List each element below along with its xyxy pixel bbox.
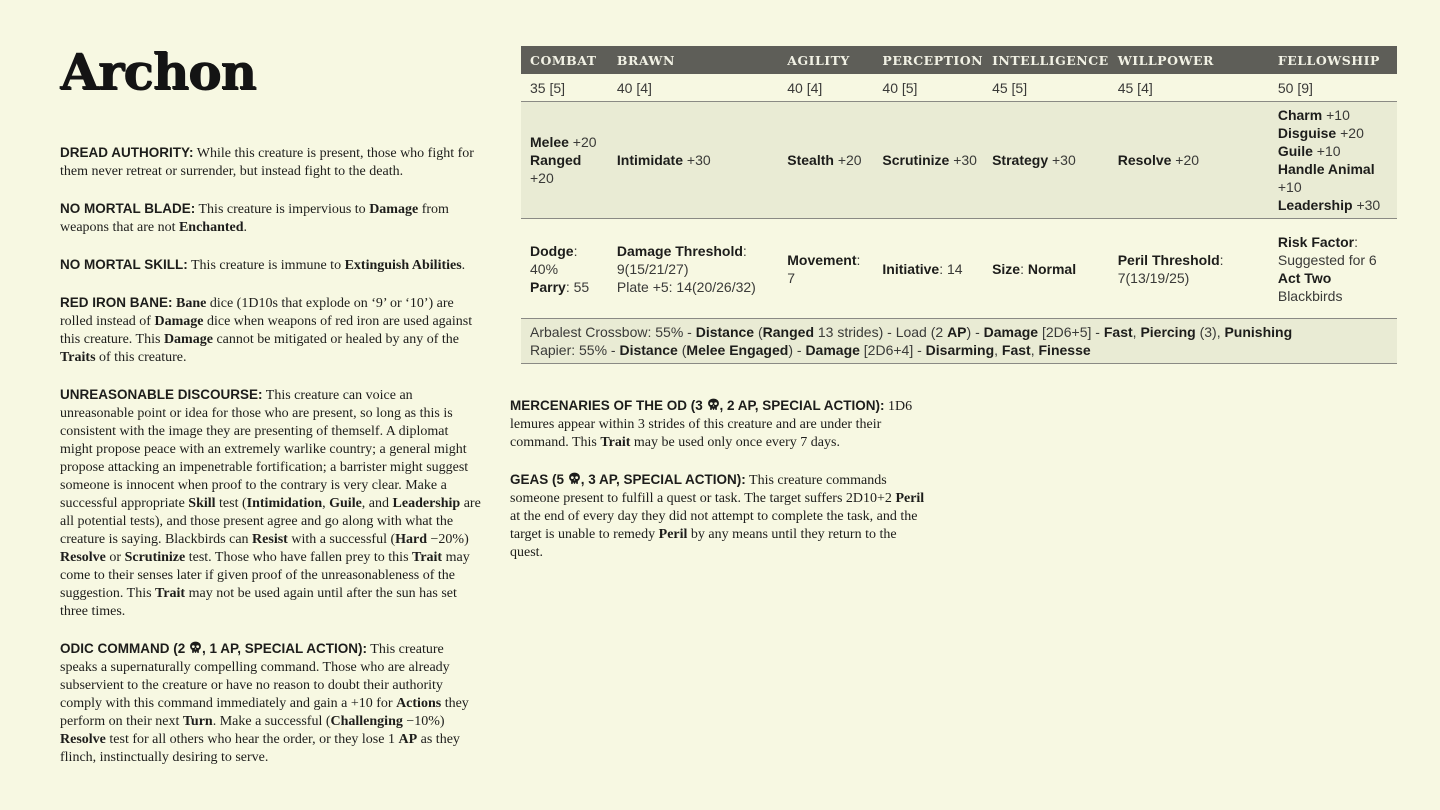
text-run: : 55 bbox=[565, 278, 590, 295]
text-run: Rapier: 55% - bbox=[530, 342, 620, 358]
text-run: Disguise bbox=[1277, 125, 1337, 141]
text-run: Damage bbox=[163, 332, 213, 347]
secondary-attribute-cell bbox=[1109, 219, 1269, 319]
text-run: Scrutinize bbox=[882, 152, 950, 168]
stat-value: 45 [5] bbox=[983, 74, 1109, 102]
text-run: from weapons that are not bbox=[60, 202, 449, 235]
trait-name-text: GEAS (5 bbox=[510, 472, 568, 487]
text-run: Actions bbox=[396, 696, 442, 711]
trait-name-text: ODIC COMMAND (2 bbox=[60, 641, 189, 656]
text-run: Strategy bbox=[992, 152, 1049, 168]
text-run: ( bbox=[677, 342, 687, 358]
trait-name bbox=[60, 257, 188, 272]
text-run: Hard bbox=[395, 532, 428, 547]
text-run: Trait bbox=[412, 550, 443, 565]
text-run: , bbox=[1030, 342, 1039, 358]
text-run: Piercing bbox=[1140, 324, 1196, 340]
stat-header-willpower: WILLPOWER bbox=[1109, 46, 1269, 74]
text-run: Risk Factor bbox=[1277, 233, 1355, 250]
trait-paragraph bbox=[510, 397, 932, 452]
trait-name bbox=[60, 387, 263, 402]
text-run: Parry bbox=[530, 278, 566, 295]
text-run: Fast bbox=[1103, 324, 1133, 340]
trait-paragraph bbox=[60, 200, 482, 237]
text-run: [2D6+4] - bbox=[859, 342, 926, 358]
trait-paragraph bbox=[510, 471, 932, 562]
secondary-attributes-row bbox=[521, 219, 1397, 319]
text-run: Damage bbox=[805, 342, 860, 358]
text-run: Intimidation bbox=[246, 496, 323, 511]
stat-value: 50 [9] bbox=[1269, 74, 1397, 102]
text-run: +30 bbox=[683, 152, 711, 168]
text-run: . bbox=[461, 258, 466, 273]
weapon-line bbox=[530, 341, 1391, 359]
text-run: are all potential tests), and those present agree and go along with what the creature is saying. Blackbirds can bbox=[60, 496, 481, 547]
text-run: Trait bbox=[600, 435, 631, 450]
text-run: dice (1D10s that explode on ‘9’ or ‘10’) are rolled instead of bbox=[60, 296, 454, 329]
stat-header-brawn: BRAWN bbox=[608, 46, 778, 74]
stat-value: 45 [4] bbox=[1109, 74, 1269, 102]
page-title: Archon bbox=[60, 42, 256, 101]
text-run: Damage bbox=[983, 324, 1039, 340]
stat-header-intelligence: INTELLIGENCE bbox=[983, 46, 1109, 74]
text-run: with a successful ( bbox=[287, 532, 396, 547]
text-run: or bbox=[105, 550, 125, 565]
text-run: at the end of every day they did not attempt to complete the task, and the target is unable to remedy bbox=[510, 509, 918, 542]
trait-name bbox=[510, 472, 746, 487]
text-run: Extinguish Abilities bbox=[344, 258, 462, 273]
text-run: Fast bbox=[1001, 342, 1031, 358]
stat-values-row bbox=[521, 74, 1397, 102]
text-run: Normal bbox=[1027, 260, 1077, 277]
text-run: . bbox=[243, 220, 248, 235]
secondary-attribute-cell bbox=[778, 219, 873, 319]
text-run: , bbox=[322, 496, 330, 511]
trait-name bbox=[60, 145, 194, 160]
skull-icon bbox=[568, 472, 581, 485]
weapon-line bbox=[530, 323, 1391, 341]
text-run: This creature speaks a supernaturally compelling command. Those who are already subservient to the creature or have no reason to doubt their authority comply with this command immediately and gain a +10 for bbox=[60, 642, 450, 711]
stat-header-combat: COMBAT bbox=[521, 46, 608, 74]
text-run: Arbalest Crossbow: 55% - bbox=[530, 324, 696, 340]
text-run: Damage bbox=[154, 314, 204, 329]
text-run: may come to their senses later if given proof of the unreasonableness of the suggestion. This bbox=[60, 550, 470, 601]
text-run: Melee bbox=[530, 134, 569, 150]
secondary-attribute-cell bbox=[1269, 219, 1397, 319]
text-run: Punishing bbox=[1224, 324, 1293, 340]
text-run: 13 strides) - Load (2 bbox=[814, 324, 948, 340]
stat-header-perception: PERCEPTION bbox=[873, 46, 983, 74]
text-run: +20 bbox=[833, 152, 862, 168]
stat-header-row bbox=[521, 46, 1397, 74]
stat-value: 40 [4] bbox=[778, 74, 873, 102]
text-run: : 7(13/19/25) bbox=[1117, 251, 1224, 286]
text-run: of this creature. bbox=[95, 350, 187, 365]
text-run: : 14 bbox=[939, 260, 963, 277]
text-run: AP bbox=[947, 324, 967, 340]
text-run: Melee Engaged bbox=[686, 342, 789, 358]
text-run: : 9(15/21/27) bbox=[616, 242, 747, 277]
text-run: Ranged bbox=[530, 152, 582, 168]
text-run: AP bbox=[398, 732, 418, 747]
text-run: as they flinch, instinctually desiring to serve. bbox=[60, 732, 460, 765]
text-run: Peril bbox=[658, 527, 688, 542]
text-run: +10 bbox=[1277, 179, 1302, 195]
text-run: , bbox=[1132, 324, 1141, 340]
text-run: ) - bbox=[788, 342, 806, 358]
text-run: Size bbox=[992, 260, 1021, 277]
trait-name bbox=[60, 201, 195, 216]
text-run: Peril Threshold bbox=[1117, 251, 1220, 268]
text-run: Leadership bbox=[392, 496, 461, 511]
text-run: Handle Animal bbox=[1277, 161, 1375, 177]
text-run: Challenging bbox=[330, 714, 403, 729]
text-run: Blackbirds bbox=[1277, 287, 1343, 304]
stat-header-fellowship: FELLOWSHIP bbox=[1269, 46, 1397, 74]
text-run: . Make a successful ( bbox=[212, 714, 331, 729]
text-run: (3), bbox=[1195, 324, 1225, 340]
secondary-attribute-cell bbox=[983, 219, 1109, 319]
trait-name-text: NO MORTAL SKILL: bbox=[60, 257, 188, 272]
text-run: While this creature is present, those who fight for them never retreat or surrender, but instead fight to the death. bbox=[60, 146, 474, 179]
text-run: , and bbox=[361, 496, 393, 511]
text-run: [2D6+5] - bbox=[1038, 324, 1104, 340]
trait-name-suffix: , 1 AP, SPECIAL ACTION): bbox=[202, 641, 368, 656]
text-run: +20 bbox=[568, 134, 597, 150]
weapons-cell bbox=[521, 319, 1397, 364]
text-run: +20 bbox=[1336, 125, 1364, 141]
text-run: by any means until they return to the quest. bbox=[510, 527, 897, 560]
text-run: This creature commands someone present to fulfill a quest or task. The target suffers 2D10+2 bbox=[510, 473, 896, 506]
text-run: +30 bbox=[949, 152, 977, 168]
skill-cell bbox=[873, 102, 983, 219]
text-run: Distance bbox=[619, 342, 678, 358]
skill-cell bbox=[1109, 102, 1269, 219]
text-run: Stealth bbox=[787, 152, 834, 168]
stat-value: 40 [4] bbox=[608, 74, 778, 102]
text-run: cannot be mitigated or healed by any of the bbox=[212, 332, 460, 347]
trait-name-text: MERCENARIES OF THE OD (3 bbox=[510, 398, 707, 413]
text-run: +30 bbox=[1352, 197, 1381, 213]
text-run: : bbox=[1020, 260, 1028, 277]
trait-name-text: RED IRON BANE: bbox=[60, 295, 173, 310]
text-run: Initiative bbox=[882, 260, 940, 277]
text-run: This creature is immune to bbox=[187, 258, 345, 273]
text-run: : 7 bbox=[787, 251, 861, 286]
skill-cell bbox=[983, 102, 1109, 219]
secondary-attribute-cell bbox=[608, 219, 778, 319]
text-run: +30 bbox=[1048, 152, 1076, 168]
text-run: +20 bbox=[1171, 152, 1200, 168]
text-run: Act Two bbox=[1277, 269, 1332, 286]
stat-value: 40 [5] bbox=[873, 74, 983, 102]
trait-paragraph bbox=[60, 256, 482, 275]
trait-name-text: NO MORTAL BLADE: bbox=[60, 201, 196, 216]
skills-row bbox=[521, 102, 1397, 219]
text-run: Resolve bbox=[60, 550, 106, 565]
trait-paragraph bbox=[60, 294, 482, 367]
text-run: Suggested for 6 bbox=[1277, 251, 1377, 268]
text-run: : 40% bbox=[530, 242, 578, 277]
text-run: Trait bbox=[155, 586, 186, 601]
text-run: +10 bbox=[1322, 107, 1350, 123]
trait-paragraph bbox=[60, 640, 482, 767]
text-run: 1D6 lemures appear within 3 strides of this creature and are under their command. This bbox=[510, 399, 913, 450]
text-run: Disarming bbox=[925, 342, 995, 358]
trait-paragraph bbox=[60, 144, 482, 181]
text-run: Damage Threshold bbox=[616, 242, 743, 259]
skill-cell bbox=[521, 102, 608, 219]
trait-name-text: UNREASONABLE DISCOURSE: bbox=[60, 387, 263, 402]
stat-block-table bbox=[521, 46, 1397, 364]
text-run: Resist bbox=[252, 532, 288, 547]
text-run: Resolve bbox=[60, 732, 106, 747]
text-run: Intimidate bbox=[616, 152, 684, 168]
text-run: Charm bbox=[1277, 107, 1323, 123]
trait-paragraph bbox=[60, 386, 482, 621]
text-run: dice when weapons of red iron are used against this creature. This bbox=[60, 314, 473, 347]
skull-icon bbox=[189, 641, 202, 654]
text-run: Skill bbox=[188, 496, 216, 511]
text-run: , bbox=[994, 342, 1002, 358]
text-run: Distance bbox=[695, 324, 755, 340]
text-run: +20 bbox=[530, 170, 554, 186]
text-run: Leadership bbox=[1277, 197, 1353, 213]
text-run: Movement bbox=[787, 251, 857, 268]
text-run: Scrutinize bbox=[124, 550, 186, 565]
text-run: Enchanted bbox=[178, 220, 244, 235]
text-run: This creature can voice an unreasonable point or idea for those who are present, so long as this is consistent with the image they are presenting of themself. A diplomat might propose peace with an extremely warlike country; a general might propose attacking an impenetrable fortification; a barrister might suggest someone is innocent when proof to the contrary is very clear. Make a successful appropriate bbox=[60, 388, 469, 511]
text-run: ) - bbox=[966, 324, 984, 340]
text-run: they perform on their next bbox=[60, 696, 469, 729]
text-run: Plate +5: 14(20/26/32) bbox=[616, 278, 756, 295]
text-run: Damage bbox=[369, 202, 419, 217]
secondary-attribute-cell bbox=[873, 219, 983, 319]
text-run: Guile bbox=[329, 496, 362, 511]
text-run: test for all others who hear the order, or they lose 1 bbox=[105, 732, 399, 747]
text-run: test ( bbox=[215, 496, 247, 511]
trait-name-text: DREAD AUTHORITY: bbox=[60, 145, 194, 160]
stat-value: 35 [5] bbox=[521, 74, 608, 102]
text-run: Traits bbox=[60, 350, 96, 365]
text-run: may be used only once every 7 days. bbox=[630, 435, 840, 450]
text-run: Ranged bbox=[762, 324, 814, 340]
text-run: This creature is impervious to bbox=[195, 202, 370, 217]
traits-column-left bbox=[60, 144, 482, 786]
weapons-row bbox=[521, 319, 1397, 364]
text-run: test. Those who have fallen prey to this bbox=[185, 550, 413, 565]
text-run: Dodge bbox=[530, 242, 574, 259]
text-run: : bbox=[1354, 233, 1358, 250]
text-run: −10%) bbox=[402, 714, 445, 729]
skill-cell bbox=[1269, 102, 1397, 219]
text-run: ( bbox=[754, 324, 763, 340]
secondary-attribute-cell bbox=[521, 219, 608, 319]
text-run: Bane bbox=[176, 296, 207, 311]
text-run: Peril bbox=[895, 491, 925, 506]
skill-cell bbox=[608, 102, 778, 219]
traits-column-right bbox=[510, 397, 932, 581]
trait-name-suffix: , 2 AP, SPECIAL ACTION): bbox=[719, 398, 885, 413]
trait-name bbox=[60, 641, 367, 656]
text-run: Guile bbox=[1277, 143, 1313, 159]
text-run: Finesse bbox=[1038, 342, 1091, 358]
trait-name bbox=[510, 398, 885, 413]
text-run: may not be used again until after the sun has set three times. bbox=[60, 586, 457, 619]
text-run: Turn bbox=[182, 714, 213, 729]
skull-icon bbox=[707, 398, 720, 411]
text-run: −20%) bbox=[427, 532, 469, 547]
stat-header-agility: AGILITY bbox=[778, 46, 873, 74]
text-run: +10 bbox=[1312, 143, 1341, 159]
text-run: Resolve bbox=[1117, 152, 1172, 168]
trait-name-suffix: , 3 AP, SPECIAL ACTION): bbox=[580, 472, 746, 487]
trait-name bbox=[60, 295, 173, 310]
skill-cell bbox=[778, 102, 873, 219]
